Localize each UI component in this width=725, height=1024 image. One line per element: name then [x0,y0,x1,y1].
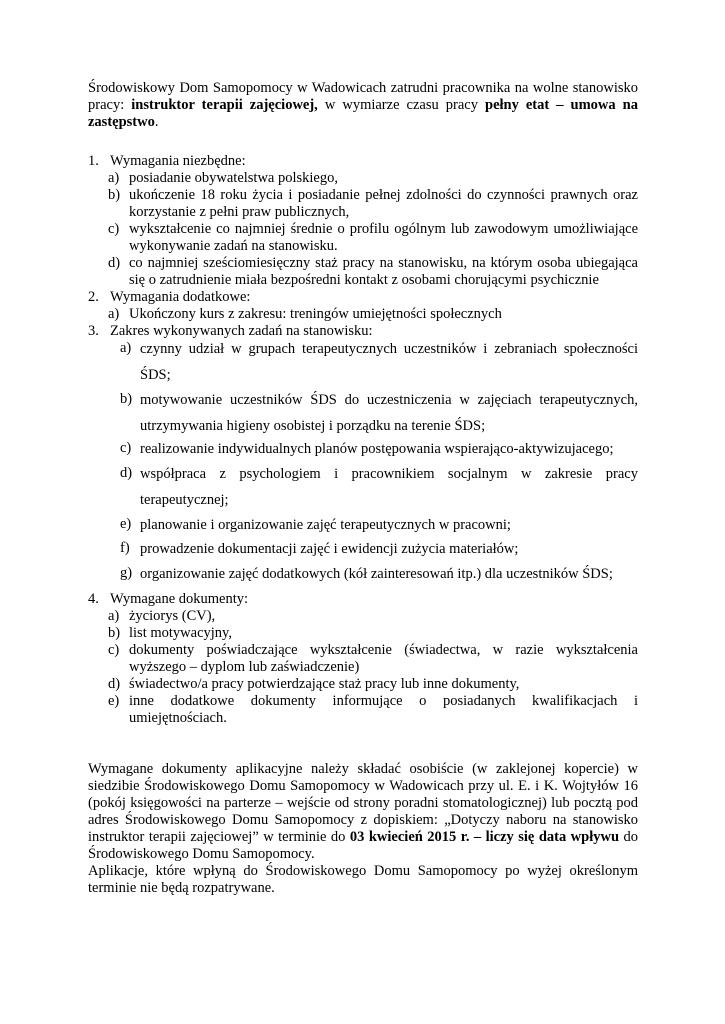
list-item: a) życiorys (CV), [108,608,216,624]
list-item: e) inne dodatkowe dokumenty informujące o posiadanych kwalifikacjach i umiejętnościach. [108,693,638,726]
list-item: a) czynny udział w grupach terapeutycznych uczestników i zebraniach społeczności ŚDS; [120,340,638,383]
intro-contract: pełny etat – umowa na zastępstwo [88,97,638,130]
list-item: d) świadectwo/a pracy potwierdzające staż pracy lub inne dokumenty, [108,676,520,692]
section-1-heading: 1. Wymagania niezbędne: [88,153,246,169]
intro-position: instruktor terapii zajęciowej, [131,97,318,113]
list-item: c) realizowanie indywidualnych planów postępowania wspierająco-aktywizujacego; [120,440,614,457]
section-4-heading: 4. Wymagane dokumenty: [88,591,249,607]
list-item: a) posiadanie obywatelstwa polskiego, [108,170,338,186]
application-instructions: Wymagane dokumenty aplikacyjne należy składać osobiście (w zaklejonej kopercie) w siedzibie Środowiskowego Domu Samopomocy w Wadowicach przy ul. E. i K. Wojtyłów 16 (pokój księgowości na parterze – wejście od strony poradni stomatologicznej) lub pocztą pod adres Środowiskowego Domu Samopomocy z dopiskiem: „Dotyczy naboru na stanowisko instruktor terapii zajęciowej” w terminie do 03 kwiecień 2015 r. – liczy się data wpływu do Środowiskowego Domu Samopomocy. [88,761,638,862]
closing-note: Aplikacje, które wpłyną do Środowiskowego Domu Samopomocy po wyżej określonym terminie nie będą rozpatrywane. [88,863,638,896]
list-item: c) dokumenty poświadczające wykształcenie (świadectwa, w razie wykształcenia wyższego – dyplom lub zaświadczenie) [108,642,638,675]
intro-paragraph: Środowiskowy Dom Samopomocy w Wadowicach zatrudni pracownika na wolne stanowisko pracy: instruktor terapii zajęciowej, w wymiarze czasu pracy pełny etat – umowa na zastępstwo. [88,80,638,130]
list-item: b) ukończenie 18 roku życia i posiadanie pełnej zdolności do czynności prawnych oraz korzystanie z pełni praw publicznych, [108,187,638,220]
list-item: g) organizowanie zajęć dodatkowych (kół zainteresowań itp.) dla uczestników ŚDS; [120,565,613,582]
deadline: 03 kwiecień 2015 r. – liczy się data wpływu [349,829,620,845]
list-item: d) co najmniej sześciomiesięczny staż pracy na stanowisku, na którym osoba ubiegająca się o zatrudnienie miała bezpośredni kontakt z osobami chorującymi psychicznie [108,255,638,288]
list-item: e) planowanie i organizowanie zajęć terapeutycznych w pracowni; [120,516,511,533]
list-item: f) prowadzenie dokumentacji zajęć i ewidencji zużycia materiałów; [120,540,519,557]
intro-text-2: w wymiarze czasu pracy [317,97,485,113]
section-2-heading: 2. Wymagania dodatkowe: [88,289,251,305]
list-item: b) list motywacyjny, [108,625,232,641]
list-item: a) Ukończony kurs z zakresu: treningów umiejętności społecznych [108,306,502,322]
list-item: c) wykształcenie co najmniej średnie o profilu ogólnym lub zawodowym umożliwiające wykonywanie zadań na stanowisku. [108,221,638,254]
section-3-heading: 3. Zakres wykonywanych zadań na stanowisku: [88,323,373,339]
intro-text: Środowiskowy Dom Samopomocy w Wadowicach zatrudni pracownika na wolne stanowisko pracy: [88,80,638,113]
list-item: b) motywowanie uczestników ŚDS do uczestniczenia w zajęciach terapeutycznych, utrzymywania higieny osobistej i porządku na terenie ŚDS; [120,391,638,434]
list-item: d) współpraca z psychologiem i pracownikiem socjalnym w zakresie pracy terapeutycznej; [120,465,638,508]
